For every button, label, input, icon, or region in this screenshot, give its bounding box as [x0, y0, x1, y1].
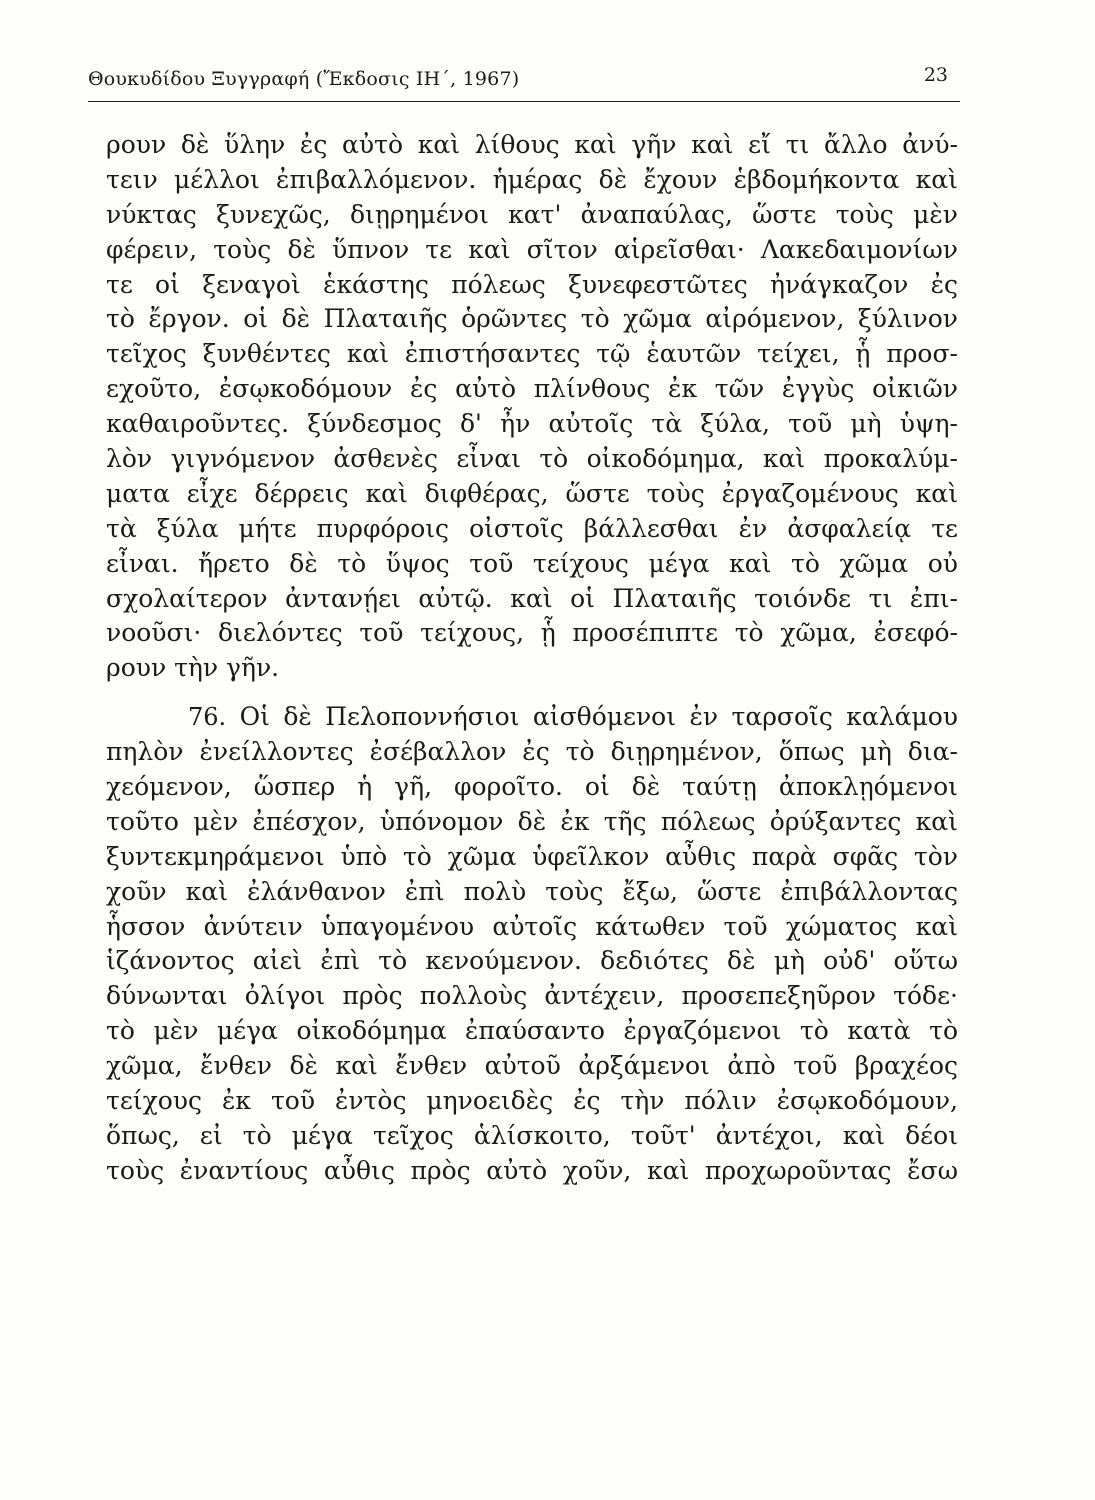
- text-line: ρουν τὴν γῆν.: [106, 653, 280, 683]
- body-text: [106, 128, 958, 1189]
- paragraph-74-continued: [106, 128, 958, 686]
- running-title: Θουκυδίδου Ξυγγραφή (Ἔκδοσις ΙΗ΄, 1967): [88, 68, 520, 90]
- running-head: [88, 62, 958, 92]
- text-line: ἧσσον ἀνύτειν ὑπαγομένου αὐτοῖς κάτωθεν τοῦ χώματος καὶ: [106, 911, 958, 941]
- text-line: τειν μέλλοι ἐπιβαλλόμενον. ἡμέρας δὲ ἔχουν ἑβδομήκοντα καὶ: [106, 164, 958, 194]
- text-line: εἶναι. ἤρετο δὲ τὸ ὕψος τοῦ τείχους μέγα καὶ τὸ χῶμα οὐ: [106, 548, 958, 578]
- header-rule: [88, 101, 960, 102]
- paragraph-gap: [106, 686, 958, 700]
- paragraph-76: [106, 700, 958, 1188]
- text-line: χῶμα, ἔνθεν δὲ καὶ ἔνθεν αὐτοῦ ἀρξάμενοι ἀπὸ τοῦ βραχέος: [106, 1051, 958, 1081]
- text-line: τοῦτο μὲν ἐπέσχον, ὑπόνομον δὲ ἐκ τῆς πόλεως ὀρύξαντες καὶ: [106, 806, 958, 836]
- section-number: 76.: [188, 703, 227, 732]
- text-line: τὸ μὲν μέγα οἰκοδόμημα ἐπαύσαντο ἐργαζόμενοι τὸ κατὰ τὸ: [106, 1016, 958, 1046]
- text-line: ξυντεκμηράμενοι ὑπὸ τὸ χῶμα ὑφεῖλκον αὖθις παρὰ σφᾶς τὸν: [106, 841, 958, 871]
- text-line: πηλὸν ἐνείλλοντες ἐσέβαλλον ἐς τὸ διῃρημένον, ὅπως μὴ δια-: [106, 737, 958, 767]
- text-line: τε οἱ ξεναγοὶ ἑκάστης πόλεως ξυνεφεστῶτες ἠνάγκαζον ἐς: [106, 269, 958, 299]
- page-number: 23: [923, 64, 948, 86]
- text-line: ρουν δὲ ὕλην ἐς αὐτὸ καὶ λίθους καὶ γῆν καὶ εἴ τι ἄλλο ἀνύ-: [106, 130, 958, 159]
- text-line: νύκτας ξυνεχῶς, διῃρημένοι κατ' ἀναπαύλας, ὥστε τοὺς μὲν: [106, 199, 958, 229]
- text-line: τὸ ἔργον. οἱ δὲ Πλαταιῆς ὁρῶντες τὸ χῶμα αἰρόμενον, ξύλινον: [106, 304, 958, 334]
- text-line: τοὺς ἐναντίους αὖθις πρὸς αὐτὸ χοῦν, καὶ προχωροῦντας ἔσω: [106, 1155, 958, 1185]
- text-line: νοοῦσι· διελόντες τοῦ τείχους, ᾗ προσέπιπτε τὸ χῶμα, ἐσεφό-: [106, 618, 958, 648]
- text-line-first: [106, 700, 958, 735]
- text-line-content: Οἱ δὲ Πελοποννήσιοι αἰσθόμενοι ἐν ταρσοῖς καλάμου: [239, 702, 958, 732]
- text-line: εχοῦτο, ἐσῳκοδόμουν ἐς αὐτὸ πλίνθους ἐκ τῶν ἐγγὺς οἰκιῶν: [106, 374, 958, 404]
- text-line: ἱζάνοντος αἰεὶ ἐπὶ τὸ κενούμενον. δεδιότες δὲ μὴ οὐδ' οὕτω: [106, 946, 958, 976]
- text-line: λὸν γιγνόμενον ἀσθενὲς εἶναι τὸ οἰκοδόμημα, καὶ προκαλύμ-: [106, 444, 958, 474]
- text-line: δύνωνται ὀλίγοι πρὸς πολλοὺς ἀντέχειν, προσεπεξηῦρον τόδε·: [106, 981, 958, 1011]
- text-line: καθαιροῦντες. ξύνδεσμος δ' ἦν αὐτοῖς τὰ ξύλα, τοῦ μὴ ὑψη-: [106, 409, 958, 439]
- text-line: χεόμενον, ὥσπερ ἡ γῆ, φοροῖτο. οἱ δὲ ταύτῃ ἀποκλῃόμενοι: [106, 772, 958, 802]
- text-line: ματα εἶχε δέρρεις καὶ διφθέρας, ὥστε τοὺς ἐργαζομένους καὶ: [106, 478, 958, 508]
- text-line: τεῖχος ξυνθέντες καὶ ἐπιστήσαντες τῷ ἑαυτῶν τείχει, ᾗ προσ-: [106, 339, 958, 369]
- text-line: χοῦν καὶ ἐλάνθανον ἐπὶ πολὺ τοὺς ἔξω, ὥστε ἐπιβάλλοντας: [106, 876, 958, 906]
- text-line: τείχους ἐκ τοῦ ἐντὸς μηνοειδὲς ἐς τὴν πόλιν ἐσῳκοδόμουν,: [106, 1086, 958, 1116]
- text-line: σχολαίτερον ἀντανῄει αὐτῷ. καὶ οἱ Πλαταιῆς τοιόνδε τι ἐπι-: [106, 583, 958, 613]
- text-line: ὅπως, εἰ τὸ μέγα τεῖχος ἁλίσκοιτο, τοῦτ' ἀντέχοι, καὶ δέοι: [106, 1120, 958, 1150]
- text-line: τὰ ξύλα μήτε πυρφόροις οἰστοῖς βάλλεσθαι ἐν ἀσφαλείᾳ τε: [106, 513, 958, 543]
- text-line: φέρειν, τοὺς δὲ ὕπνον τε καὶ σῖτον αἱρεῖσθαι· Λακεδαιμονίων: [106, 234, 958, 264]
